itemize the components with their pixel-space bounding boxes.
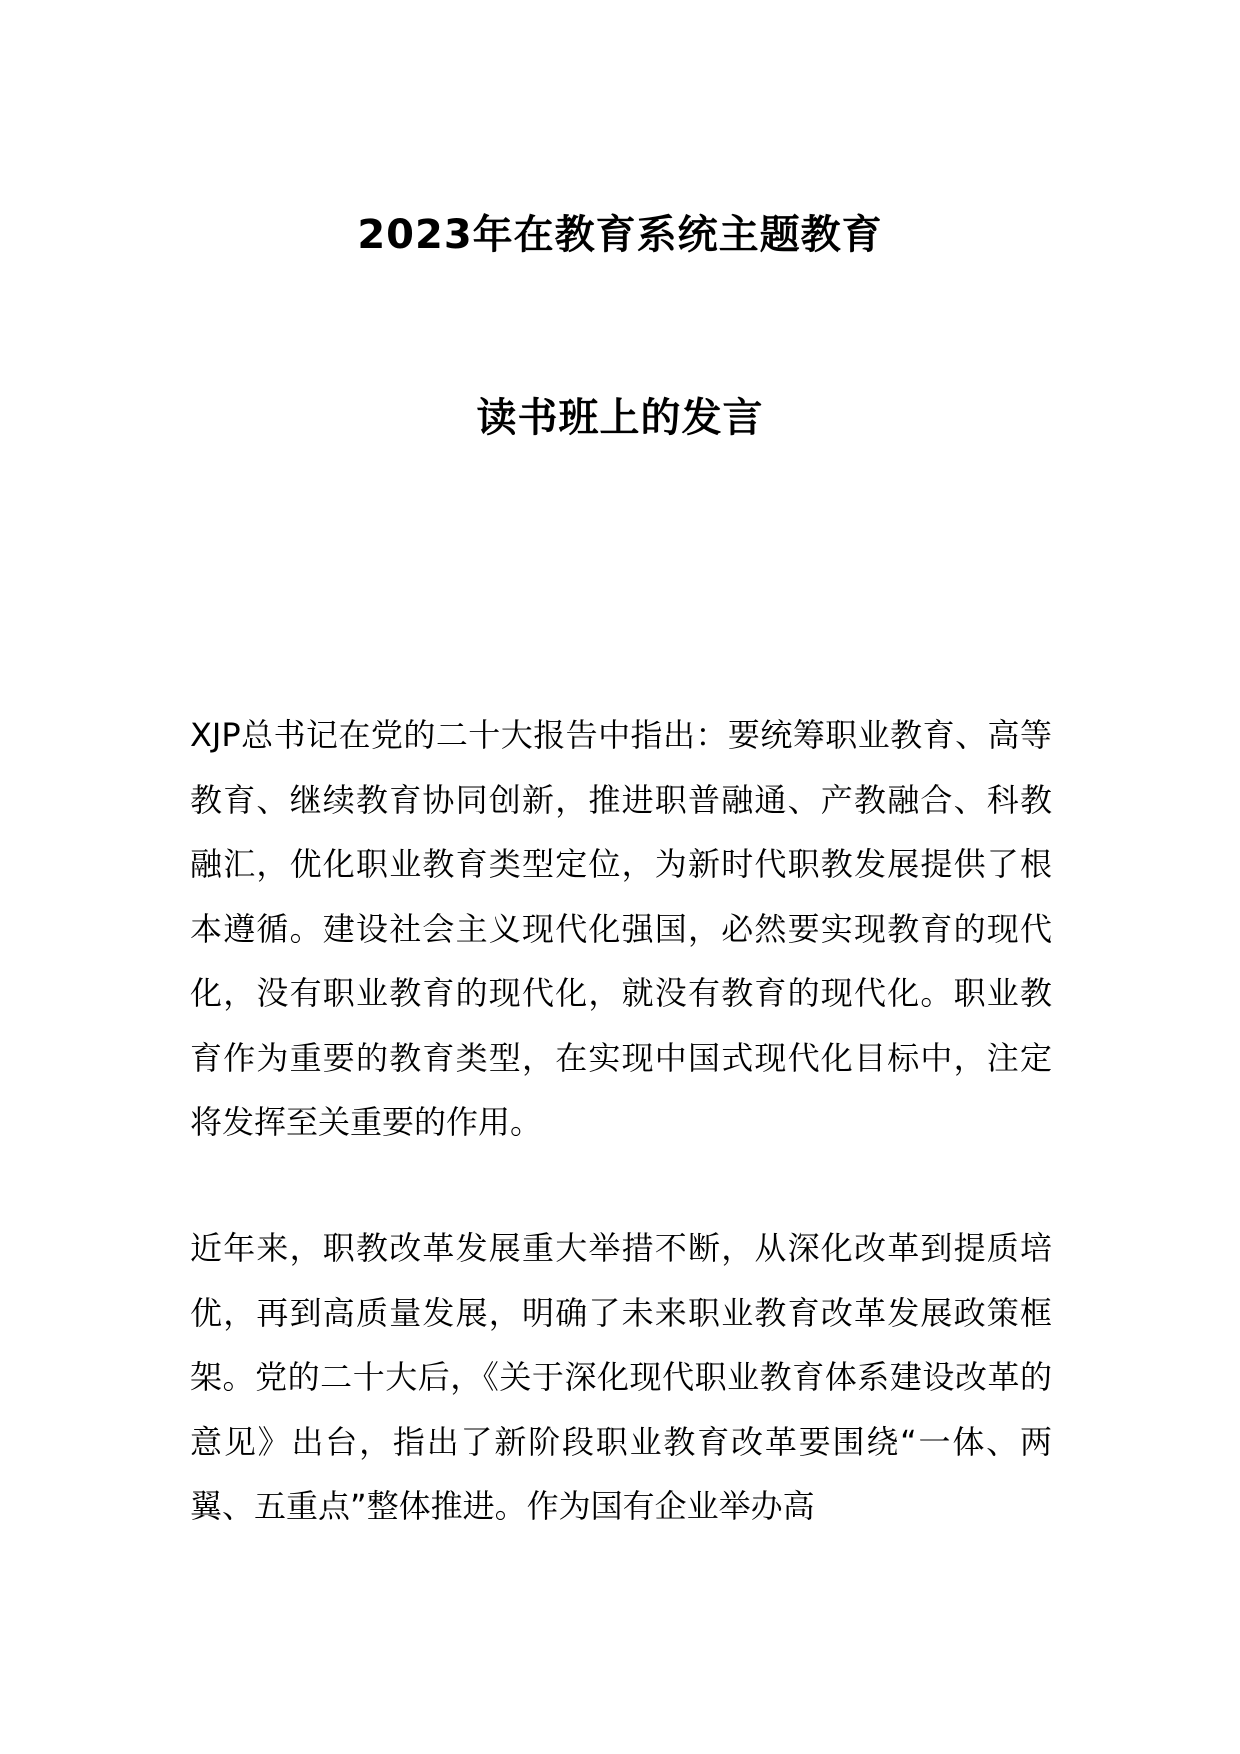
document-title-line-1: 2023年在教育系统主题教育 [357,212,883,258]
body-paragraph-2: 近年来，职教改革发展重大举措不断，从深化改革到提质培优，再到高质量发展，明确了未来职业教育改革发展政策框架。党的二十大后，《关于深化现代职业教育体系建设改革的意见》出台，指出了新阶段职业教育改革要围绕“一体、两翼、五重点”整体推进。作为国有企业举办高 [190,1229,1052,1525]
body-paragraph-1: XJP总书记在党的二十大报告中指出：要统筹职业教育、高等教育、继续教育协同创新，推进职普融通、产教融合、科教融汇，优化职业教育类型定位，为新时代职教发展提供了根本遵循。建设社会主义现代化强国，必然要实现教育的现代化，没有职业教育的现代化，就没有教育的现代化。职业教育作为重要的教育类型，在实现中国式现代化目标中，注定将发挥至关重要的作用。 [190,716,1052,1141]
document-title-line-2: 读书班上的发言 [476,395,764,441]
